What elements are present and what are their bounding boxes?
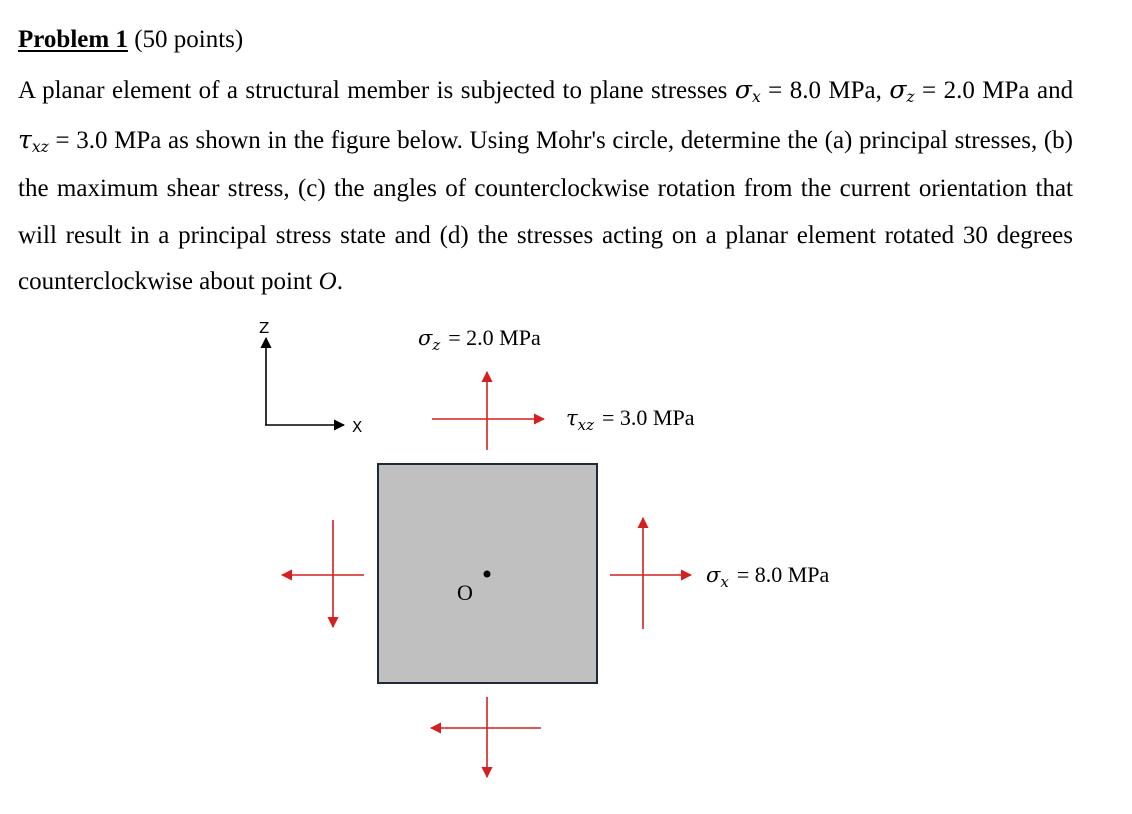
statement-body: as shown in the figure below. Using Mohr's circle, determine the (a) principal stresses, (b) the maximum shear stress, (c) the angles of counterclockwise rotation from the current orientation that will result in a principal stress state and (d) the stresses acting on a planar element rotated 30 degrees counterclockwise about point — [18, 126, 1074, 295]
statement-period: . — [336, 268, 343, 295]
fig-sigma-z-value: = 2.0 MPa — [448, 325, 541, 350]
fig-sigma-x-value: = 8.0 MPa — [736, 562, 830, 587]
fig-tau-xz-subscript: xz — [577, 416, 594, 434]
fig-sigma-z-symbol: σ — [418, 326, 433, 350]
sigma-x-value: = 8.0 MPa, — [768, 77, 882, 104]
sigma-z-label — [418, 325, 541, 354]
x-axis-label: X — [352, 418, 363, 436]
left-stress-arrows — [282, 520, 364, 627]
sigma-z-value: 2.0 MPa — [943, 77, 1030, 104]
point-o-label: O — [457, 580, 473, 605]
point-o-text: O — [318, 268, 337, 295]
sigma-z-equals: = — [922, 77, 937, 104]
tau-xz-label — [566, 405, 695, 434]
statement-and: and — [1036, 77, 1074, 104]
point-o-dot — [484, 571, 491, 578]
tau-xz-symbol: τ — [18, 124, 32, 154]
problem-title: Problem 1 — [18, 26, 128, 53]
fig-sigma-x-subscript: x — [720, 573, 729, 591]
bottom-stress-arrows — [431, 697, 541, 777]
fig-tau-xz-value: = 3.0 MPa — [602, 405, 695, 430]
tau-xz-value: = 3.0 MPa — [55, 126, 162, 154]
tau-xz-subscript: xz — [31, 137, 49, 156]
sigma-x-subscript: x — [751, 88, 761, 107]
fig-sigma-z-subscript: z — [432, 336, 441, 354]
statement-intro: A planar element of a structural member is subjected to plane stresses — [18, 77, 728, 104]
sigma-z-symbol: σ — [889, 75, 907, 104]
sigma-x-symbol: σ — [734, 75, 752, 104]
top-stress-arrows — [432, 372, 544, 450]
problem-points: (50 points) — [134, 26, 244, 53]
right-stress-arrows — [610, 518, 691, 629]
fig-sigma-x-symbol: σ — [706, 563, 721, 587]
sigma-x-label — [706, 562, 830, 591]
coordinate-axes — [259, 319, 362, 436]
sigma-z-subscript: z — [906, 88, 915, 107]
fig-tau-xz-symbol: τ — [566, 406, 578, 430]
z-axis-label: Z — [259, 319, 270, 337]
